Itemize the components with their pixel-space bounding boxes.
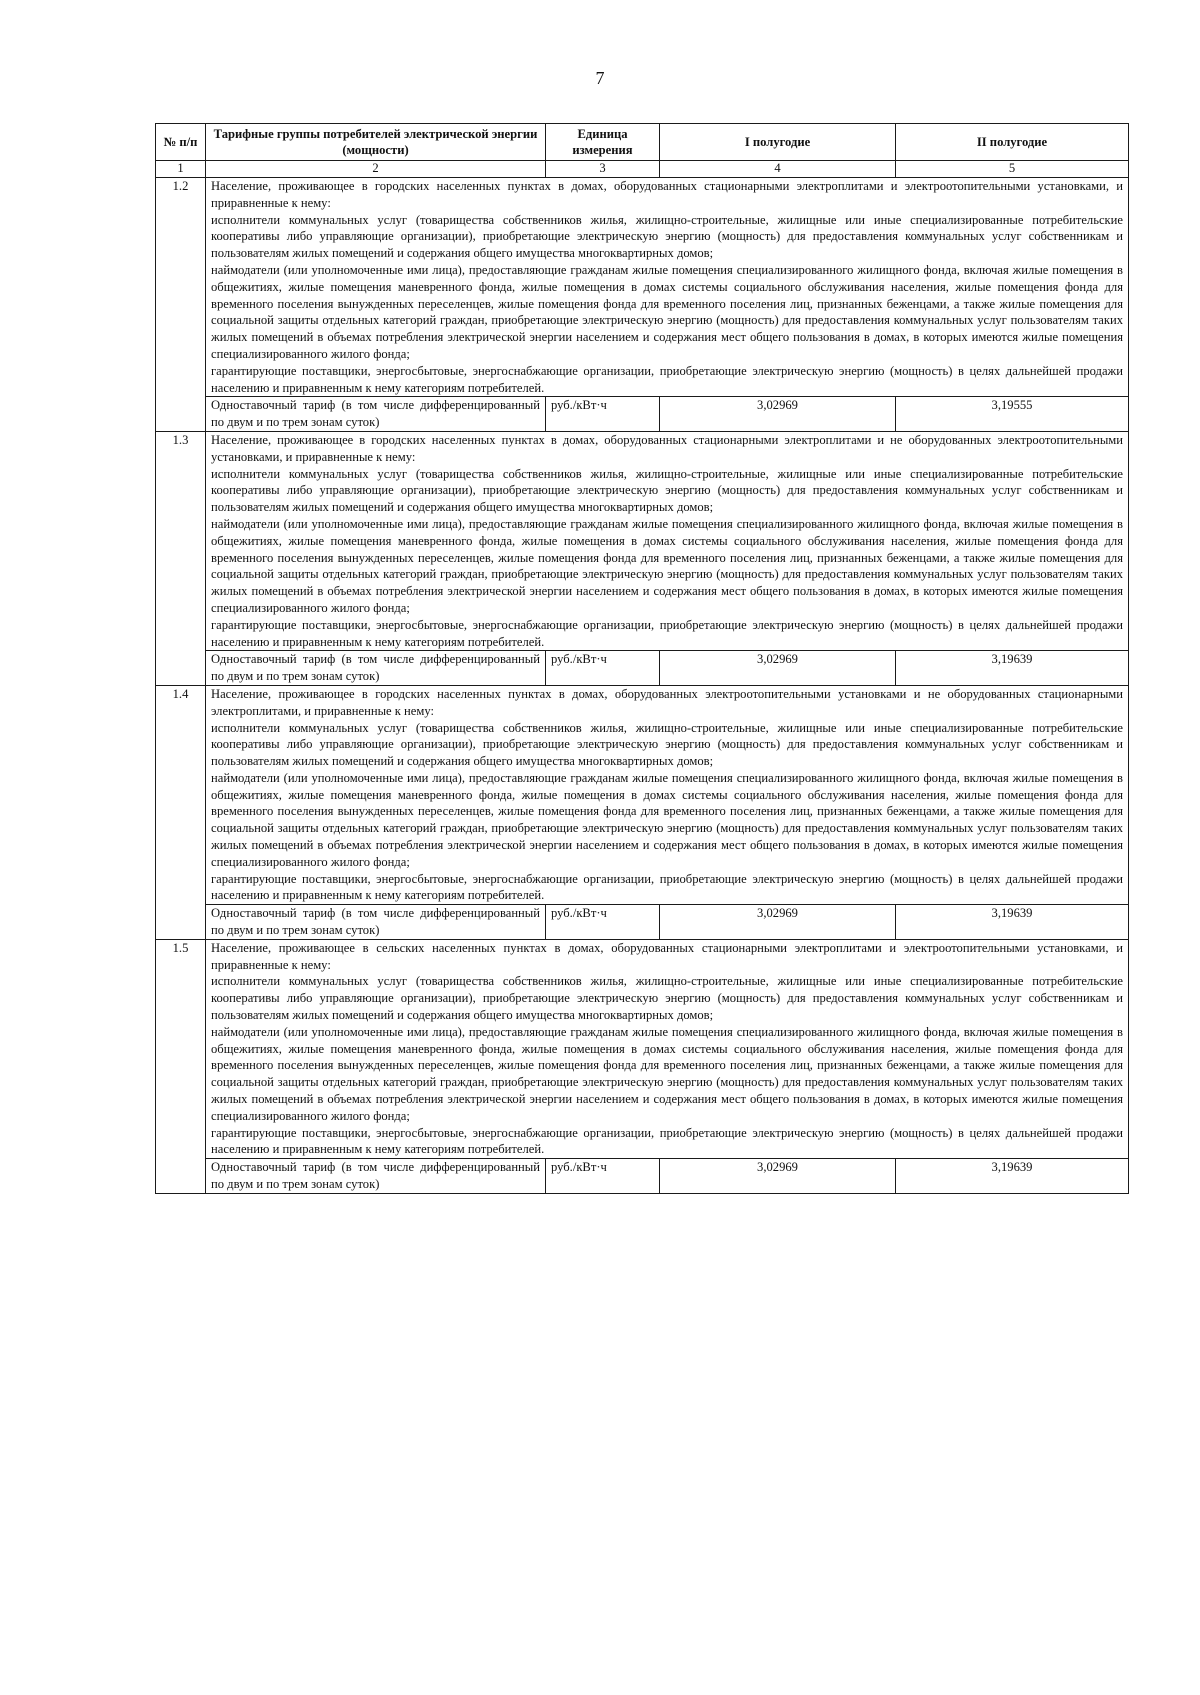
description-paragraph: наймодатели (или уполномоченные ими лица), предоставляющие гражданам жилые помещения специализированного жилищного фонда, включая жилые помещения в общежитиях, жилые помещения маневренного фонда, жилые помещения в домах системы социального обслуживания населения, жилые помещения фонда для временного поселения вынужденных переселенцев, жилые помещения фонда для временного поселения лиц, признанных беженцами, а также жилые помещения для социальной защиты отдельных категорий граждан, приобретающие электрическую энергию (мощность) для предоставления коммунальных услуг пользователям таких жилых помещений в объемах потребления электрической энергии населением и содержания мест общего пользования в домах, в которых имеются жилые помещения специализированного жилого фонда; bbox=[211, 1024, 1123, 1123]
tariff-unit: руб./кВт·ч bbox=[546, 397, 660, 432]
tariff-row bbox=[156, 905, 1129, 940]
description-paragraph: гарантирующие поставщики, энергосбытовые, энергоснабжающие организации, приобретающие электрическую энергию (мощность) в целях дальнейшей продажи населению и приравненным к нему категориям потребителей. bbox=[211, 363, 1123, 395]
description-paragraph: гарантирующие поставщики, энергосбытовые, энергоснабжающие организации, приобретающие электрическую энергию (мощность) в целях дальнейшей продажи населению и приравненным к нему категориям потребителей. bbox=[211, 1125, 1123, 1157]
table-row bbox=[156, 178, 1129, 397]
tariff-value-h2: 3,19555 bbox=[896, 397, 1129, 432]
row-description bbox=[206, 178, 1129, 397]
description-paragraph: наймодатели (или уполномоченные ими лица), предоставляющие гражданам жилые помещения специализированного жилищного фонда, включая жилые помещения в общежитиях, жилые помещения маневренного фонда, жилые помещения в домах системы социального обслуживания населения, жилые помещения фонда для временного поселения вынужденных переселенцев, жилые помещения фонда для временного поселения лиц, признанных беженцами, а также жилые помещения для социальной защиты отдельных категорий граждан, приобретающие электрическую энергию (мощность) для предоставления коммунальных услуг пользователям таких жилых помещений в объемах потребления электрической энергии населением и содержания мест общего пользования в домах, в которых имеются жилые помещения специализированного жилого фонда; bbox=[211, 770, 1123, 869]
description-paragraph: исполнители коммунальных услуг (товарищества собственников жилья, жилищно-строительные, жилищные или иные специализированные потребительские кооперативы либо управляющие организации), приобретающие электрическую энергию (мощность) для предоставления коммунальных услуг собственникам и пользователям жилых помещений и содержания общего имущества многоквартирных домов; bbox=[211, 466, 1123, 515]
column-number-row bbox=[156, 161, 1129, 178]
column-number: 1 bbox=[156, 161, 206, 178]
description-paragraph: исполнители коммунальных услуг (товарищества собственников жилья, жилищно-строительные, жилищные или иные специализированные потребительские кооперативы либо управляющие организации), приобретающие электрическую энергию (мощность) для предоставления коммунальных услуг собственникам и пользователям жилых помещений и содержания общего имущества многоквартирных домов; bbox=[211, 974, 1123, 1023]
tariff-value-h1: 3,02969 bbox=[660, 397, 896, 432]
tariff-value-h1: 3,02969 bbox=[660, 1159, 896, 1194]
row-number: 1.5 bbox=[156, 939, 206, 1193]
description-paragraph: Население, проживающее в городских населенных пунктах в домах, оборудованных стационарными электроплитами и не оборудованных электроотопительными установками, и приравненные к нему: bbox=[211, 432, 1123, 464]
header-groups: Тарифные группы потребителей электрической энергии (мощности) bbox=[206, 124, 546, 161]
description-paragraph: Население, проживающее в городских населенных пунктах в домах, оборудованных стационарными электроплитами и электроотопительными установками, и приравненные к нему: bbox=[211, 179, 1123, 210]
tariff-value-h2: 3,19639 bbox=[896, 905, 1129, 940]
column-number: 4 bbox=[660, 161, 896, 178]
description-paragraph: исполнители коммунальных услуг (товарищества собственников жилья, жилищно-строительные, жилищные или иные специализированные потребительские кооперативы либо управляющие организации), приобретающие электрическую энергию (мощность) для предоставления коммунальных услуг собственникам и пользователям жилых помещений и содержания общего имущества многоквартирных домов; bbox=[211, 212, 1123, 261]
row-number: 1.2 bbox=[156, 178, 206, 432]
table-header-row bbox=[156, 124, 1129, 161]
tariff-value-h2: 3,19639 bbox=[896, 651, 1129, 686]
row-description bbox=[206, 685, 1129, 904]
header-h1: I полугодие bbox=[660, 124, 896, 161]
description-paragraph: наймодатели (или уполномоченные ими лица), предоставляющие гражданам жилые помещения специализированного жилищного фонда, включая жилые помещения в общежитиях, жилые помещения маневренного фонда, жилые помещения в домах системы социального обслуживания населения, жилые помещения фонда для временного поселения вынужденных переселенцев, жилые помещения фонда для временного поселения лиц, признанных беженцами, а также жилые помещения для социальной защиты отдельных категорий граждан, приобретающие электрическую энергию (мощность) для предоставления коммунальных услуг пользователям таких жилых помещений в объемах потребления электрической энергии населением и содержания мест общего пользования в домах, в которых имеются жилые помещения специализированного жилого фонда; bbox=[211, 262, 1123, 361]
tariff-table bbox=[155, 123, 1129, 1194]
table-row bbox=[156, 685, 1129, 904]
row-number: 1.3 bbox=[156, 431, 206, 685]
column-number: 2 bbox=[206, 161, 546, 178]
tariff-value-h1: 3,02969 bbox=[660, 651, 896, 686]
tariff-row bbox=[156, 651, 1129, 686]
table-row bbox=[156, 939, 1129, 1158]
description-paragraph: Население, проживающее в городских населенных пунктах в домах, оборудованных электроотопительными установками и не оборудованных стационарными электроплитами, и приравненные к нему: bbox=[211, 686, 1123, 718]
tariff-value-h2: 3,19639 bbox=[896, 1159, 1129, 1194]
description-paragraph: гарантирующие поставщики, энергосбытовые, энергоснабжающие организации, приобретающие электрическую энергию (мощность) в целях дальнейшей продажи населению и приравненным к нему категориям потребителей. bbox=[211, 617, 1123, 649]
tariff-row bbox=[156, 1159, 1129, 1194]
tariff-unit: руб./кВт·ч bbox=[546, 905, 660, 940]
row-number: 1.4 bbox=[156, 685, 206, 939]
description-paragraph: Население, проживающее в сельских населенных пунктах в домах, оборудованных стационарными электроплитами и электроотопительными установками, и приравненные к нему: bbox=[211, 940, 1123, 972]
tariff-name: Одноставочный тариф (в том числе дифференцированный по двум и по трем зонам суток) bbox=[206, 905, 546, 940]
tariff-name: Одноставочный тариф (в том числе дифференцированный по двум и по трем зонам суток) bbox=[206, 1159, 546, 1194]
header-unit: Единица измерения bbox=[546, 124, 660, 161]
header-num: № п/п bbox=[156, 124, 206, 161]
description-paragraph: гарантирующие поставщики, энергосбытовые, энергоснабжающие организации, приобретающие электрическую энергию (мощность) в целях дальнейшей продажи населению и приравненным к нему категориям потребителей. bbox=[211, 871, 1123, 903]
tariff-name: Одноставочный тариф (в том числе дифференцированный по двум и по трем зонам суток) bbox=[206, 397, 546, 432]
tariff-name: Одноставочный тариф (в том числе дифференцированный по двум и по трем зонам суток) bbox=[206, 651, 546, 686]
row-description bbox=[206, 939, 1129, 1158]
tariff-unit: руб./кВт·ч bbox=[546, 651, 660, 686]
description-paragraph: наймодатели (или уполномоченные ими лица), предоставляющие гражданам жилые помещения специализированного жилищного фонда, включая жилые помещения в общежитиях, жилые помещения маневренного фонда, жилые помещения в домах системы социального обслуживания населения, жилые помещения фонда для временного поселения вынужденных переселенцев, жилые помещения фонда для временного поселения лиц, признанных беженцами, а также жилые помещения для социальной защиты отдельных категорий граждан, приобретающие электрическую энергию (мощность) для предоставления коммунальных услуг пользователям таких жилых помещений в объемах потребления электрической энергии населением и содержания мест общего пользования в домах, в которых имеются жилые помещения специализированного жилого фонда; bbox=[211, 516, 1123, 615]
description-paragraph: исполнители коммунальных услуг (товарищества собственников жилья, жилищно-строительные, жилищные или иные специализированные потребительские кооперативы либо управляющие организации), приобретающие электрическую энергию (мощность) для предоставления коммунальных услуг собственникам и пользователям жилых помещений и содержания общего имущества многоквартирных домов; bbox=[211, 720, 1123, 769]
column-number: 5 bbox=[896, 161, 1129, 178]
tariff-row bbox=[156, 397, 1129, 432]
table-row bbox=[156, 431, 1129, 650]
column-number: 3 bbox=[546, 161, 660, 178]
page-number: 7 bbox=[595, 68, 605, 88]
header-h2: II полугодие bbox=[896, 124, 1129, 161]
row-description bbox=[206, 431, 1129, 650]
tariff-value-h1: 3,02969 bbox=[660, 905, 896, 940]
tariff-unit: руб./кВт·ч bbox=[546, 1159, 660, 1194]
